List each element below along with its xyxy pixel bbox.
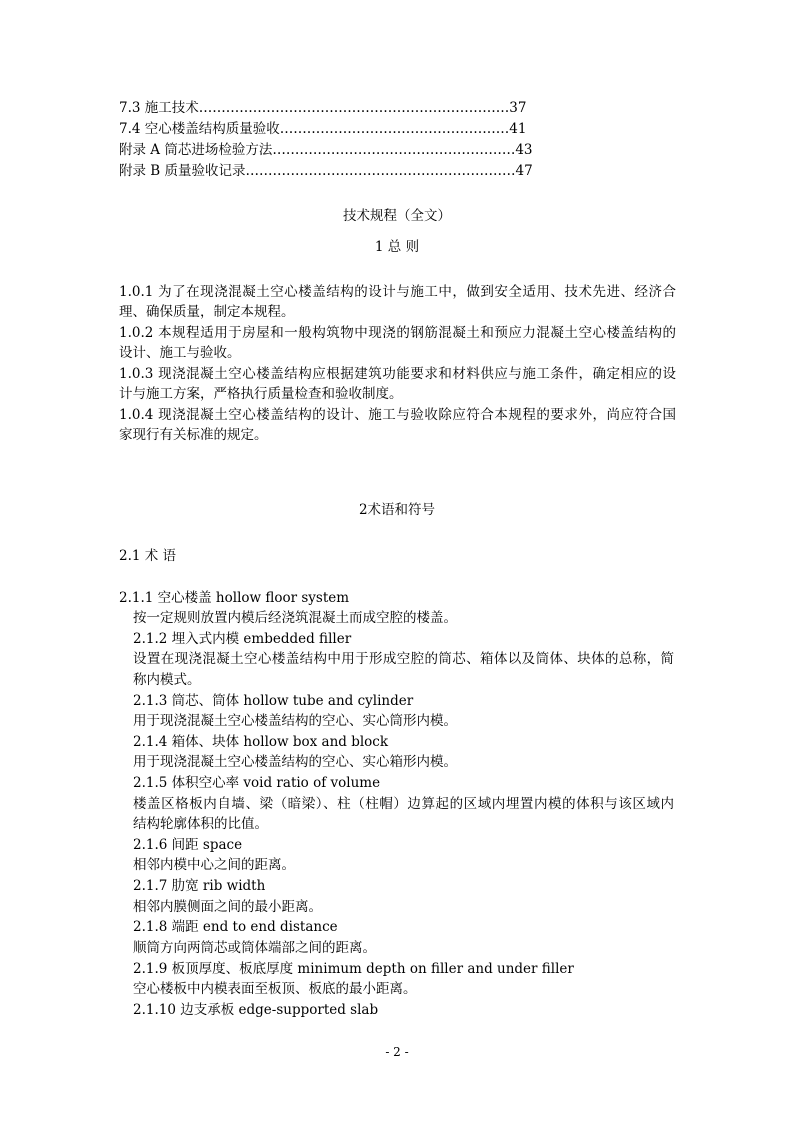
term-2-1-2-definition-line2: 称内模式。 <box>133 672 201 688</box>
clause-1-0-1-line2: 理、确保质量，制定本规程。 <box>119 304 295 320</box>
toc-entry-appendix-b: 附录 B 质量验收记录……………………………………………………47 <box>119 163 533 179</box>
term-2-1-2-heading: 2.1.2 埋入式内模 embedded filler <box>133 631 352 647</box>
term-2-1-9-heading: 2.1.9 板顶厚度、板底厚度 minimum depth on filler and under filler <box>133 961 574 977</box>
clause-1-0-2-line1: 1.0.2 本规程适用于房屋和一般构筑物中现浇的钢筋混凝土和预应力混凝土空心楼盖结构的 <box>119 325 676 341</box>
clause-1-0-3-line1: 1.0.3 现浇混凝土空心楼盖结构应根据建筑功能要求和材料供应与施工条件，确定相应的设 <box>119 366 676 382</box>
section-2-1-title: 2.1 术 语 <box>119 548 177 564</box>
term-2-1-8-heading: 2.1.8 端距 end to end distance <box>133 919 338 935</box>
clause-1-0-4-line2: 家现行有关标准的规定。 <box>119 427 268 443</box>
term-2-1-4-definition: 用于现浇混凝土空心楼盖结构的空心、实心箱形内模。 <box>133 754 457 770</box>
chapter-1-title: 1 总 则 <box>374 239 420 255</box>
clause-1-0-3-line2: 计与施工方案，严格执行质量检查和验收制度。 <box>119 386 403 402</box>
toc-entry-appendix-a: 附录 A 筒芯进场检验方法………………………………………………43 <box>119 142 533 158</box>
clause-1-0-1-line1: 1.0.1 为了在现浇混凝土空心楼盖结构的设计与施工中，做到安全适用、技术先进、经济合 <box>119 284 676 300</box>
term-2-1-8-definition: 顺筒方向两筒芯或筒体端部之间的距离。 <box>133 940 376 956</box>
clause-1-0-4-line1: 1.0.4 现浇混凝土空心楼盖结构的设计、施工与验收除应符合本规程的要求外，尚应符合国 <box>119 407 676 423</box>
toc-entry-7-3: 7.3 施工技术……………………………………………………………37 <box>119 100 527 116</box>
clause-1-0-2-line2: 设计、施工与验收。 <box>119 345 241 361</box>
term-2-1-3-heading: 2.1.3 筒芯、筒体 hollow tube and cylinder <box>133 693 414 709</box>
toc-entry-7-4: 7.4 空心楼盖结构质量验收……………………………………………41 <box>119 121 527 137</box>
term-2-1-3-definition: 用于现浇混凝土空心楼盖结构的空心、实心筒形内模。 <box>133 713 457 729</box>
chapter-2-title: 2术语和符号 <box>358 502 436 518</box>
term-2-1-7-heading: 2.1.7 肋宽 rib width <box>133 878 266 894</box>
term-2-1-4-heading: 2.1.4 箱体、块体 hollow box and block <box>133 734 389 750</box>
term-2-1-2-definition-line1: 设置在现浇混凝土空心楼盖结构中用于形成空腔的筒芯、箱体以及筒体、块体的总称，简 <box>133 651 674 667</box>
term-2-1-6-heading: 2.1.6 间距 space <box>133 837 243 853</box>
term-2-1-7-definition: 相邻内膜侧面之间的最小距离。 <box>133 899 322 915</box>
term-2-1-5-definition-line2: 结构轮廓体积的比值。 <box>133 816 268 832</box>
page-number: - 2 - <box>385 1045 409 1059</box>
section-title: 技术规程（全文） <box>343 208 451 224</box>
term-2-1-9-definition: 空心楼板中内模表面至板顶、板底的最小距离。 <box>133 981 417 997</box>
term-2-1-5-heading: 2.1.5 体积空心率 void ratio of volume <box>133 775 381 791</box>
term-2-1-5-definition-line1: 楼盖区格板内自墙、梁（暗梁）、柱（柱帽）边算起的区域内埋置内模的体积与该区域内 <box>133 796 674 812</box>
term-2-1-1-definition: 按一定规则放置内模后经浇筑混凝土而成空腔的楼盖。 <box>133 610 457 626</box>
term-2-1-6-definition: 相邻内模中心之间的距离。 <box>133 857 295 873</box>
term-2-1-1-heading: 2.1.1 空心楼盖 hollow floor system <box>119 590 350 606</box>
term-2-1-10-heading: 2.1.10 边支承板 edge-supported slab <box>133 1002 379 1018</box>
